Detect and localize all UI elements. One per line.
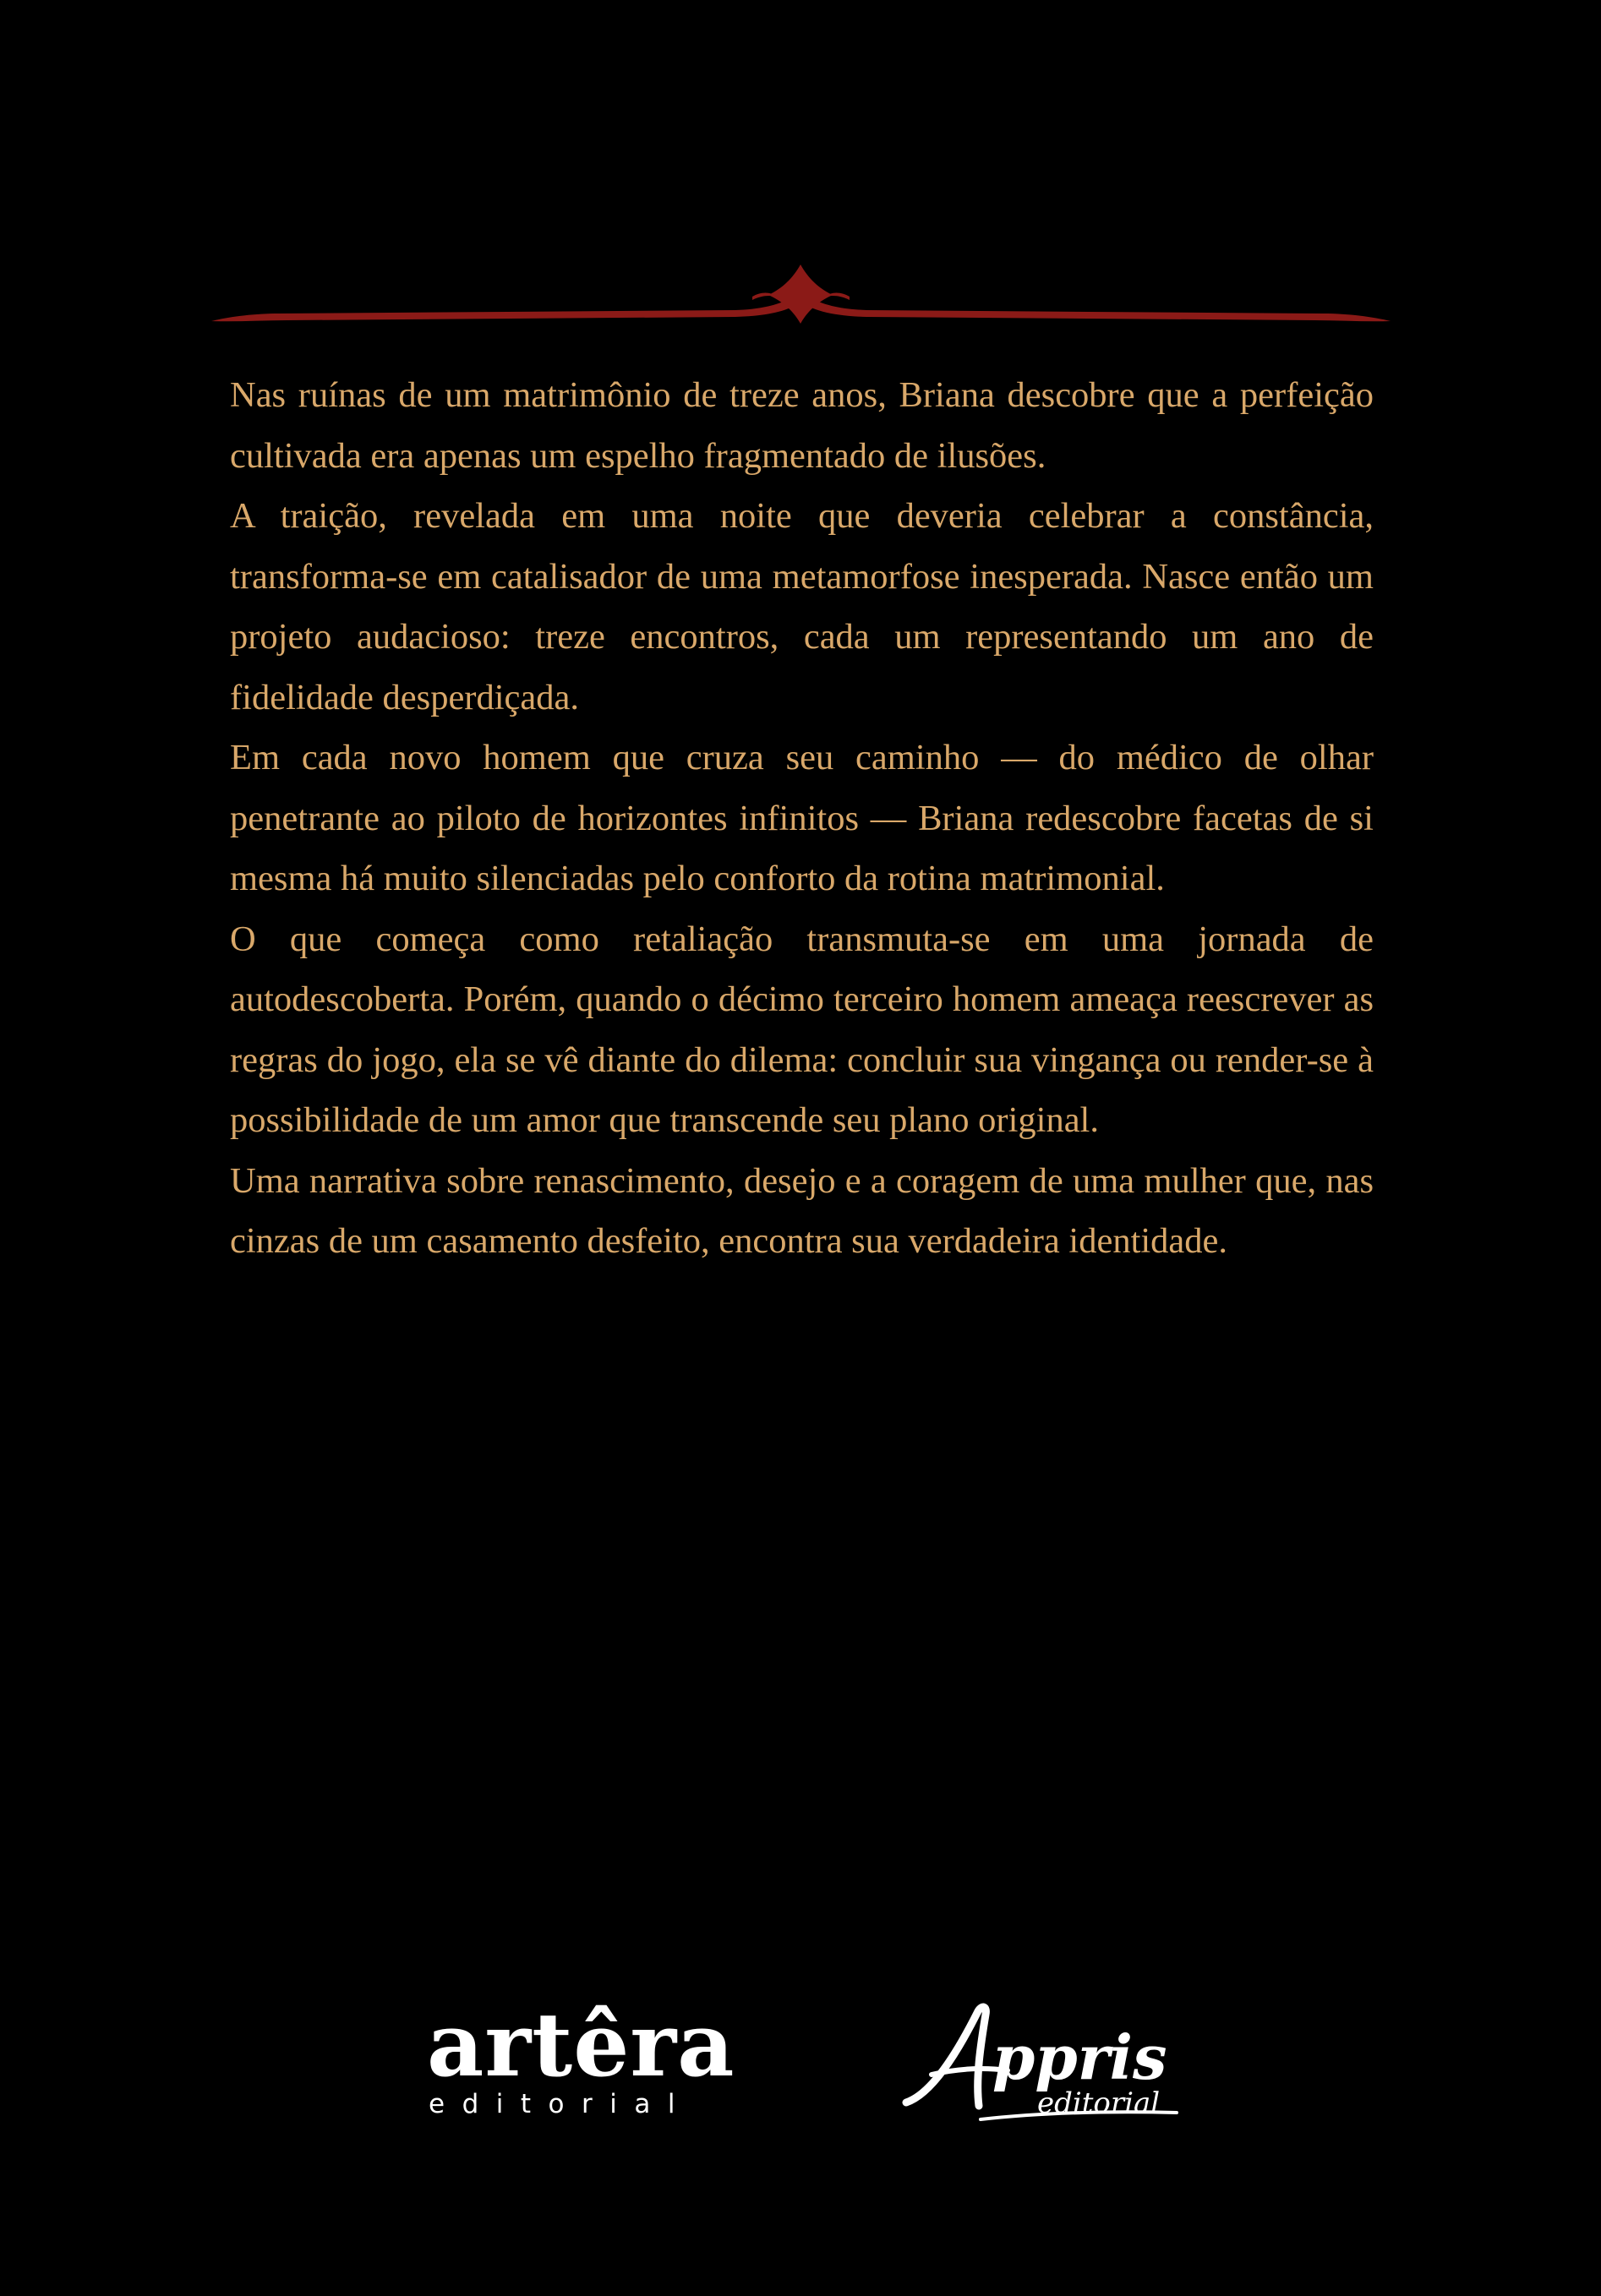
publisher-logos (0, 1994, 1601, 2130)
synopsis-text (230, 365, 1374, 1272)
artera-logo-tagline: editorial (429, 2089, 692, 2119)
appris-logo-wordmark: ppris (992, 2021, 1167, 2093)
appris-logo-tagline: editorial (1037, 2086, 1161, 2120)
appris-editorial-logo (898, 1994, 1181, 2125)
synopsis-paragraph-1: Nas ruínas de um matrimônio de treze anos, Briana descobre que a perfeição cultivada era apenas um espelho fragmentado de ilusões. (230, 375, 1374, 476)
synopsis-paragraph-3: Em cada novo homem que cruza seu caminho — do médico de olhar penetrante ao piloto de horizontes infinitos — Briana redescobre facetas de si mesma há muito silenciadas pelo conforto da rotina matrimonial. (230, 738, 1374, 898)
artera-logo-wordmark: artêra (427, 1993, 735, 2097)
synopsis-paragraph-4: O que começa como retaliação transmuta-se em uma jornada de autodescoberta. Porém, quando o décimo terceiro homem ameaça reescrever as regras do jogo, ela se vê diante do dilema: concluir sua vingança ou render-se à possibilidade de um amor que transcende seu plano original. (230, 919, 1374, 1140)
synopsis-paragraph-5: Uma narrativa sobre renascimento, desejo e a coragem de uma mulher que, nas cinzas de um casamento desfeito, encontra sua verdadeira identidade. (230, 1160, 1374, 1261)
synopsis-paragraph-2: A traição, revelada em uma noite que deveria celebrar a constância, transforma-se em catalisador de uma metamorfose inesperada. Nasce então um projeto audacioso: treze encontros, cada um representando um ano de fidelidade desperdiçada. (230, 496, 1374, 717)
ornamental-divider-icon (211, 258, 1391, 325)
artera-editorial-logo (427, 1993, 735, 2121)
